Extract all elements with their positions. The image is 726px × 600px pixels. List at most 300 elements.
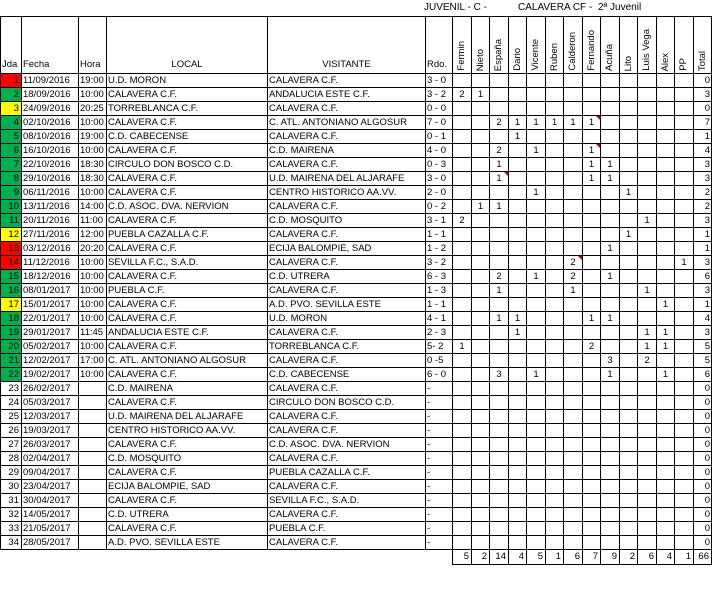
- cell-goals[interactable]: [620, 298, 638, 312]
- cell-goals[interactable]: [620, 270, 638, 284]
- cell-goals[interactable]: [472, 312, 490, 326]
- cell-goals[interactable]: [675, 228, 694, 242]
- cell-goals[interactable]: [620, 158, 638, 172]
- cell-goals[interactable]: 1: [657, 340, 675, 354]
- cell-goals[interactable]: [527, 214, 546, 228]
- cell-goals[interactable]: 1: [601, 312, 620, 326]
- cell-goals[interactable]: 1: [638, 326, 657, 340]
- cell-goals[interactable]: [490, 494, 509, 508]
- cell-goals[interactable]: [453, 466, 472, 480]
- cell-local[interactable]: CALAVERA C.F.: [107, 494, 268, 508]
- cell-local[interactable]: PUEBLA CAZALLA C.F.: [107, 228, 268, 242]
- cell-goals[interactable]: 1: [527, 144, 546, 158]
- cell-goals[interactable]: [490, 396, 509, 410]
- header-player[interactable]: [453, 17, 472, 74]
- cell-goals[interactable]: [675, 340, 694, 354]
- cell-goals[interactable]: [564, 228, 583, 242]
- cell-goals[interactable]: [601, 340, 620, 354]
- cell-jda[interactable]: 33: [1, 522, 22, 536]
- cell-goals[interactable]: [509, 228, 527, 242]
- cell-goals[interactable]: [638, 158, 657, 172]
- cell-goals[interactable]: [620, 102, 638, 116]
- header-player[interactable]: [583, 17, 601, 74]
- cell-goals[interactable]: [675, 200, 694, 214]
- cell-goals[interactable]: [583, 88, 601, 102]
- cell-local[interactable]: CIRCULO DON BOSCO C.D.: [107, 158, 268, 172]
- cell-goals[interactable]: [509, 284, 527, 298]
- cell-goals[interactable]: [601, 410, 620, 424]
- cell-goals[interactable]: [509, 438, 527, 452]
- cell-goals[interactable]: [657, 312, 675, 326]
- cell-goals[interactable]: [546, 270, 564, 284]
- cell-goals[interactable]: [453, 242, 472, 256]
- cell-goals[interactable]: [675, 382, 694, 396]
- cell-goals[interactable]: [620, 340, 638, 354]
- cell-goals[interactable]: [453, 382, 472, 396]
- cell-goals[interactable]: [546, 228, 564, 242]
- cell-goals[interactable]: 3: [601, 354, 620, 368]
- cell-goals[interactable]: 1: [564, 284, 583, 298]
- cell-goals[interactable]: [564, 298, 583, 312]
- cell-goals[interactable]: [675, 396, 694, 410]
- cell-visitante[interactable]: CIRCULO DON BOSCO C.D.: [268, 396, 426, 410]
- cell-hora[interactable]: [79, 522, 107, 536]
- cell-goals[interactable]: [620, 74, 638, 88]
- cell-jda[interactable]: 31: [1, 494, 22, 508]
- cell-goals[interactable]: [620, 256, 638, 270]
- cell-goals[interactable]: [564, 144, 583, 158]
- cell-jda[interactable]: 22: [1, 368, 22, 382]
- cell-fecha[interactable]: 30/04/2017: [22, 494, 79, 508]
- cell-goals[interactable]: [509, 536, 527, 550]
- cell-visitante[interactable]: U.D. MORON: [268, 312, 426, 326]
- cell-hora[interactable]: [79, 396, 107, 410]
- cell-goals[interactable]: [509, 452, 527, 466]
- cell-goals[interactable]: [527, 438, 546, 452]
- cell-goals[interactable]: [564, 480, 583, 494]
- cell-visitante[interactable]: U.D. MAIRENA DEL ALJARAFE: [268, 172, 426, 186]
- cell-goals[interactable]: [509, 74, 527, 88]
- cell-fecha[interactable]: 13/11/2016: [22, 200, 79, 214]
- cell-hora[interactable]: 19:00: [79, 130, 107, 144]
- cell-goals[interactable]: [509, 88, 527, 102]
- cell-visitante[interactable]: CALAVERA C.F.: [268, 536, 426, 550]
- cell-goals[interactable]: [620, 452, 638, 466]
- cell-visitante[interactable]: CALAVERA C.F.: [268, 410, 426, 424]
- cell-goals[interactable]: [509, 466, 527, 480]
- cell-total[interactable]: 0: [694, 74, 712, 88]
- cell-goals[interactable]: [564, 102, 583, 116]
- cell-goals[interactable]: [657, 424, 675, 438]
- cell-goals[interactable]: [638, 536, 657, 550]
- cell-rdo[interactable]: -: [426, 396, 453, 410]
- cell-goals[interactable]: [638, 242, 657, 256]
- cell-goals[interactable]: [657, 144, 675, 158]
- cell-goals[interactable]: 2: [583, 340, 601, 354]
- cell-goals[interactable]: [453, 158, 472, 172]
- cell-goals[interactable]: [564, 396, 583, 410]
- cell-goals[interactable]: [472, 116, 490, 130]
- cell-goals[interactable]: [472, 368, 490, 382]
- cell-goals[interactable]: [546, 410, 564, 424]
- cell-local[interactable]: TORREBLANCA C.F.: [107, 102, 268, 116]
- cell-goals[interactable]: [546, 536, 564, 550]
- cell-goals[interactable]: [453, 368, 472, 382]
- player-total[interactable]: 1: [675, 550, 694, 565]
- cell-goals[interactable]: [564, 214, 583, 228]
- cell-visitante[interactable]: CALAVERA C.F.: [268, 452, 426, 466]
- cell-goals[interactable]: [490, 508, 509, 522]
- cell-goals[interactable]: [453, 508, 472, 522]
- header-player[interactable]: [564, 17, 583, 74]
- cell-local[interactable]: CALAVERA C.F.: [107, 172, 268, 186]
- cell-goals[interactable]: 3: [490, 368, 509, 382]
- cell-total[interactable]: 0: [694, 494, 712, 508]
- cell-goals[interactable]: [564, 130, 583, 144]
- cell-total[interactable]: 2: [694, 200, 712, 214]
- cell-goals[interactable]: [509, 144, 527, 158]
- cell-goals[interactable]: [657, 536, 675, 550]
- cell-goals[interactable]: [638, 410, 657, 424]
- cell-goals[interactable]: [601, 494, 620, 508]
- cell-goals[interactable]: [546, 158, 564, 172]
- cell-goals[interactable]: [472, 256, 490, 270]
- cell-visitante[interactable]: A.D. PVO. SEVILLA ESTE: [268, 298, 426, 312]
- cell-goals[interactable]: [564, 326, 583, 340]
- cell-local[interactable]: C.D. MOSQUITO: [107, 452, 268, 466]
- cell-goals[interactable]: [453, 438, 472, 452]
- cell-goals[interactable]: [675, 74, 694, 88]
- cell-goals[interactable]: [638, 256, 657, 270]
- cell-goals[interactable]: [546, 88, 564, 102]
- cell-total[interactable]: 0: [694, 102, 712, 116]
- cell-goals[interactable]: [601, 88, 620, 102]
- cell-goals[interactable]: [527, 242, 546, 256]
- cell-goals[interactable]: [620, 116, 638, 130]
- cell-hora[interactable]: 10:00: [79, 270, 107, 284]
- cell-visitante[interactable]: C.D. MAIRENA: [268, 144, 426, 158]
- cell-goals[interactable]: [601, 256, 620, 270]
- cell-hora[interactable]: [79, 410, 107, 424]
- cell-hora[interactable]: 11:00: [79, 214, 107, 228]
- cell-goals[interactable]: [675, 284, 694, 298]
- cell-fecha[interactable]: 02/04/2017: [22, 452, 79, 466]
- cell-goals[interactable]: [472, 158, 490, 172]
- cell-jda[interactable]: 19: [1, 326, 22, 340]
- cell-goals[interactable]: [564, 158, 583, 172]
- cell-rdo[interactable]: 6 - 3: [426, 270, 453, 284]
- cell-goals[interactable]: [657, 494, 675, 508]
- cell-fecha[interactable]: 15/01/2017: [22, 298, 79, 312]
- cell-goals[interactable]: [620, 466, 638, 480]
- cell-total[interactable]: 3: [694, 256, 712, 270]
- player-total[interactable]: 14: [490, 550, 509, 565]
- cell-goals[interactable]: [527, 396, 546, 410]
- cell-goals[interactable]: [453, 354, 472, 368]
- header-player[interactable]: [657, 17, 675, 74]
- cell-goals[interactable]: [638, 172, 657, 186]
- cell-hora[interactable]: 18:30: [79, 158, 107, 172]
- cell-hora[interactable]: [79, 536, 107, 550]
- cell-goals[interactable]: [675, 144, 694, 158]
- cell-goals[interactable]: [583, 368, 601, 382]
- cell-total[interactable]: 0: [694, 522, 712, 536]
- cell-goals[interactable]: 1: [527, 368, 546, 382]
- header-rdo[interactable]: Rdo.: [426, 17, 453, 74]
- cell-goals[interactable]: [509, 494, 527, 508]
- cell-goals[interactable]: [564, 466, 583, 480]
- cell-goals[interactable]: [546, 522, 564, 536]
- cell-goals[interactable]: [546, 102, 564, 116]
- cell-local[interactable]: C.D. CABECENSE: [107, 130, 268, 144]
- cell-goals[interactable]: [638, 494, 657, 508]
- cell-goals[interactable]: 2: [453, 88, 472, 102]
- cell-goals[interactable]: 1: [583, 172, 601, 186]
- cell-goals[interactable]: [472, 536, 490, 550]
- cell-visitante[interactable]: CALAVERA C.F.: [268, 74, 426, 88]
- cell-goals[interactable]: [620, 480, 638, 494]
- cell-goals[interactable]: [472, 396, 490, 410]
- cell-local[interactable]: CALAVERA C.F.: [107, 368, 268, 382]
- cell-goals[interactable]: [675, 368, 694, 382]
- cell-jda[interactable]: 13: [1, 242, 22, 256]
- cell-fecha[interactable]: 08/01/2017: [22, 284, 79, 298]
- cell-goals[interactable]: 1: [509, 312, 527, 326]
- cell-goals[interactable]: [657, 242, 675, 256]
- cell-goals[interactable]: [583, 130, 601, 144]
- cell-rdo[interactable]: 5- 2: [426, 340, 453, 354]
- cell-fecha[interactable]: 02/10/2016: [22, 116, 79, 130]
- cell-goals[interactable]: [657, 130, 675, 144]
- cell-goals[interactable]: [546, 438, 564, 452]
- cell-goals[interactable]: [472, 102, 490, 116]
- cell-goals[interactable]: [657, 102, 675, 116]
- cell-goals[interactable]: [601, 326, 620, 340]
- cell-goals[interactable]: 1: [527, 270, 546, 284]
- cell-goals[interactable]: 1: [490, 284, 509, 298]
- cell-hora[interactable]: [79, 466, 107, 480]
- cell-visitante[interactable]: CALAVERA C.F.: [268, 256, 426, 270]
- cell-total[interactable]: 3: [694, 214, 712, 228]
- cell-goals[interactable]: [564, 494, 583, 508]
- cell-goals[interactable]: [472, 144, 490, 158]
- cell-goals[interactable]: [564, 410, 583, 424]
- cell-jda[interactable]: 6: [1, 144, 22, 158]
- cell-rdo[interactable]: 2 - 3: [426, 326, 453, 340]
- cell-visitante[interactable]: PUEBLA C.F.: [268, 522, 426, 536]
- cell-goals[interactable]: [564, 340, 583, 354]
- cell-goals[interactable]: [675, 88, 694, 102]
- cell-goals[interactable]: [453, 144, 472, 158]
- cell-goals[interactable]: [546, 354, 564, 368]
- cell-hora[interactable]: 10:00: [79, 284, 107, 298]
- cell-goals[interactable]: [472, 228, 490, 242]
- cell-goals[interactable]: [583, 326, 601, 340]
- cell-goals[interactable]: 2: [638, 354, 657, 368]
- cell-goals[interactable]: [583, 102, 601, 116]
- cell-goals[interactable]: [546, 144, 564, 158]
- cell-goals[interactable]: [509, 102, 527, 116]
- cell-goals[interactable]: 1: [583, 312, 601, 326]
- cell-goals[interactable]: [675, 298, 694, 312]
- cell-goals[interactable]: 1: [657, 326, 675, 340]
- header-player[interactable]: [601, 17, 620, 74]
- cell-goals[interactable]: [490, 130, 509, 144]
- cell-goals[interactable]: [527, 158, 546, 172]
- cell-goals[interactable]: 1: [601, 158, 620, 172]
- cell-goals[interactable]: [583, 508, 601, 522]
- cell-goals[interactable]: [472, 410, 490, 424]
- cell-goals[interactable]: [564, 382, 583, 396]
- cell-goals[interactable]: [453, 452, 472, 466]
- cell-goals[interactable]: 1: [509, 326, 527, 340]
- cell-goals[interactable]: [564, 242, 583, 256]
- cell-goals[interactable]: [527, 326, 546, 340]
- cell-goals[interactable]: [490, 522, 509, 536]
- cell-goals[interactable]: [546, 424, 564, 438]
- cell-goals[interactable]: 1: [657, 368, 675, 382]
- cell-goals[interactable]: [509, 242, 527, 256]
- cell-local[interactable]: C.D. ASOC. DVA. NERVION: [107, 200, 268, 214]
- cell-goals[interactable]: [675, 354, 694, 368]
- cell-visitante[interactable]: CALAVERA C.F.: [268, 102, 426, 116]
- cell-goals[interactable]: [564, 186, 583, 200]
- cell-goals[interactable]: [527, 466, 546, 480]
- cell-goals[interactable]: [638, 116, 657, 130]
- cell-goals[interactable]: [509, 200, 527, 214]
- cell-goals[interactable]: [546, 326, 564, 340]
- cell-rdo[interactable]: -: [426, 522, 453, 536]
- cell-goals[interactable]: [546, 130, 564, 144]
- cell-goals[interactable]: [564, 354, 583, 368]
- cell-fecha[interactable]: 19/02/2017: [22, 368, 79, 382]
- cell-goals[interactable]: [675, 508, 694, 522]
- cell-jda[interactable]: 7: [1, 158, 22, 172]
- cell-local[interactable]: CALAVERA C.F.: [107, 214, 268, 228]
- cell-total[interactable]: 0: [694, 466, 712, 480]
- cell-goals[interactable]: [583, 74, 601, 88]
- cell-jda[interactable]: 3: [1, 102, 22, 116]
- cell-goals[interactable]: 1: [583, 158, 601, 172]
- cell-goals[interactable]: [675, 480, 694, 494]
- cell-fecha[interactable]: 29/10/2016: [22, 172, 79, 186]
- cell-fecha[interactable]: 06/11/2016: [22, 186, 79, 200]
- cell-goals[interactable]: [490, 88, 509, 102]
- cell-goals[interactable]: [490, 326, 509, 340]
- cell-goals[interactable]: [638, 508, 657, 522]
- cell-visitante[interactable]: CALAVERA C.F.: [268, 508, 426, 522]
- cell-goals[interactable]: 1: [601, 368, 620, 382]
- cell-goals[interactable]: [638, 522, 657, 536]
- cell-goals[interactable]: [472, 424, 490, 438]
- cell-visitante[interactable]: C.D. UTRERA: [268, 270, 426, 284]
- cell-jda[interactable]: 2: [1, 88, 22, 102]
- cell-goals[interactable]: 1: [657, 298, 675, 312]
- cell-goals[interactable]: [453, 298, 472, 312]
- cell-total[interactable]: 4: [694, 144, 712, 158]
- cell-goals[interactable]: [601, 438, 620, 452]
- cell-goals[interactable]: [546, 508, 564, 522]
- cell-visitante[interactable]: C. ATL. ANTONIANO ALGOSUR: [268, 116, 426, 130]
- cell-local[interactable]: ECIJA BALOMPIE, SAD: [107, 480, 268, 494]
- cell-goals[interactable]: [620, 88, 638, 102]
- cell-fecha[interactable]: 11/12/2016: [22, 256, 79, 270]
- cell-total[interactable]: 0: [694, 410, 712, 424]
- cell-goals[interactable]: [453, 102, 472, 116]
- cell-jda[interactable]: 30: [1, 480, 22, 494]
- cell-goals[interactable]: [472, 522, 490, 536]
- cell-goals[interactable]: [564, 200, 583, 214]
- cell-goals[interactable]: [472, 270, 490, 284]
- cell-goals[interactable]: [675, 424, 694, 438]
- cell-goals[interactable]: [583, 214, 601, 228]
- cell-fecha[interactable]: 08/10/2016: [22, 130, 79, 144]
- cell-jda[interactable]: 26: [1, 424, 22, 438]
- cell-total[interactable]: 3: [694, 326, 712, 340]
- cell-goals[interactable]: [638, 382, 657, 396]
- cell-goals[interactable]: [527, 536, 546, 550]
- cell-goals[interactable]: [527, 508, 546, 522]
- player-total[interactable]: 6: [638, 550, 657, 565]
- cell-goals[interactable]: [453, 186, 472, 200]
- cell-goals[interactable]: [620, 312, 638, 326]
- cell-goals[interactable]: [638, 186, 657, 200]
- cell-goals[interactable]: [490, 186, 509, 200]
- player-total[interactable]: 7: [583, 550, 601, 565]
- cell-hora[interactable]: 10:00: [79, 116, 107, 130]
- cell-goals[interactable]: [620, 382, 638, 396]
- cell-goals[interactable]: [675, 494, 694, 508]
- cell-total[interactable]: 3: [694, 284, 712, 298]
- cell-goals[interactable]: [675, 186, 694, 200]
- cell-goals[interactable]: [620, 354, 638, 368]
- header-player[interactable]: [546, 17, 564, 74]
- cell-local[interactable]: C.D. UTRERA: [107, 508, 268, 522]
- cell-local[interactable]: CALAVERA C.F.: [107, 186, 268, 200]
- cell-goals[interactable]: [583, 200, 601, 214]
- cell-goals[interactable]: [564, 522, 583, 536]
- player-total[interactable]: 5: [453, 550, 472, 565]
- cell-rdo[interactable]: 4 - 0: [426, 144, 453, 158]
- cell-goals[interactable]: [638, 466, 657, 480]
- cell-goals[interactable]: [583, 438, 601, 452]
- cell-jda[interactable]: 21: [1, 354, 22, 368]
- cell-goals[interactable]: [564, 88, 583, 102]
- cell-visitante[interactable]: C.D. CABECENSE: [268, 368, 426, 382]
- cell-goals[interactable]: [601, 522, 620, 536]
- cell-goals[interactable]: [546, 396, 564, 410]
- cell-goals[interactable]: [546, 242, 564, 256]
- cell-rdo[interactable]: 1 - 1: [426, 298, 453, 312]
- cell-goals[interactable]: [657, 214, 675, 228]
- cell-goals[interactable]: [675, 326, 694, 340]
- cell-fecha[interactable]: 18/12/2016: [22, 270, 79, 284]
- cell-goals[interactable]: [472, 242, 490, 256]
- cell-goals[interactable]: [453, 284, 472, 298]
- cell-total[interactable]: 4: [694, 312, 712, 326]
- cell-goals[interactable]: [657, 522, 675, 536]
- cell-fecha[interactable]: 09/04/2017: [22, 466, 79, 480]
- cell-total[interactable]: 6: [694, 270, 712, 284]
- cell-jda[interactable]: 15: [1, 270, 22, 284]
- cell-goals[interactable]: [638, 396, 657, 410]
- cell-goals[interactable]: [620, 494, 638, 508]
- cell-fecha[interactable]: 26/02/2017: [22, 382, 79, 396]
- cell-goals[interactable]: [675, 158, 694, 172]
- cell-rdo[interactable]: 3 - 2: [426, 88, 453, 102]
- cell-goals[interactable]: [583, 298, 601, 312]
- cell-goals[interactable]: [490, 466, 509, 480]
